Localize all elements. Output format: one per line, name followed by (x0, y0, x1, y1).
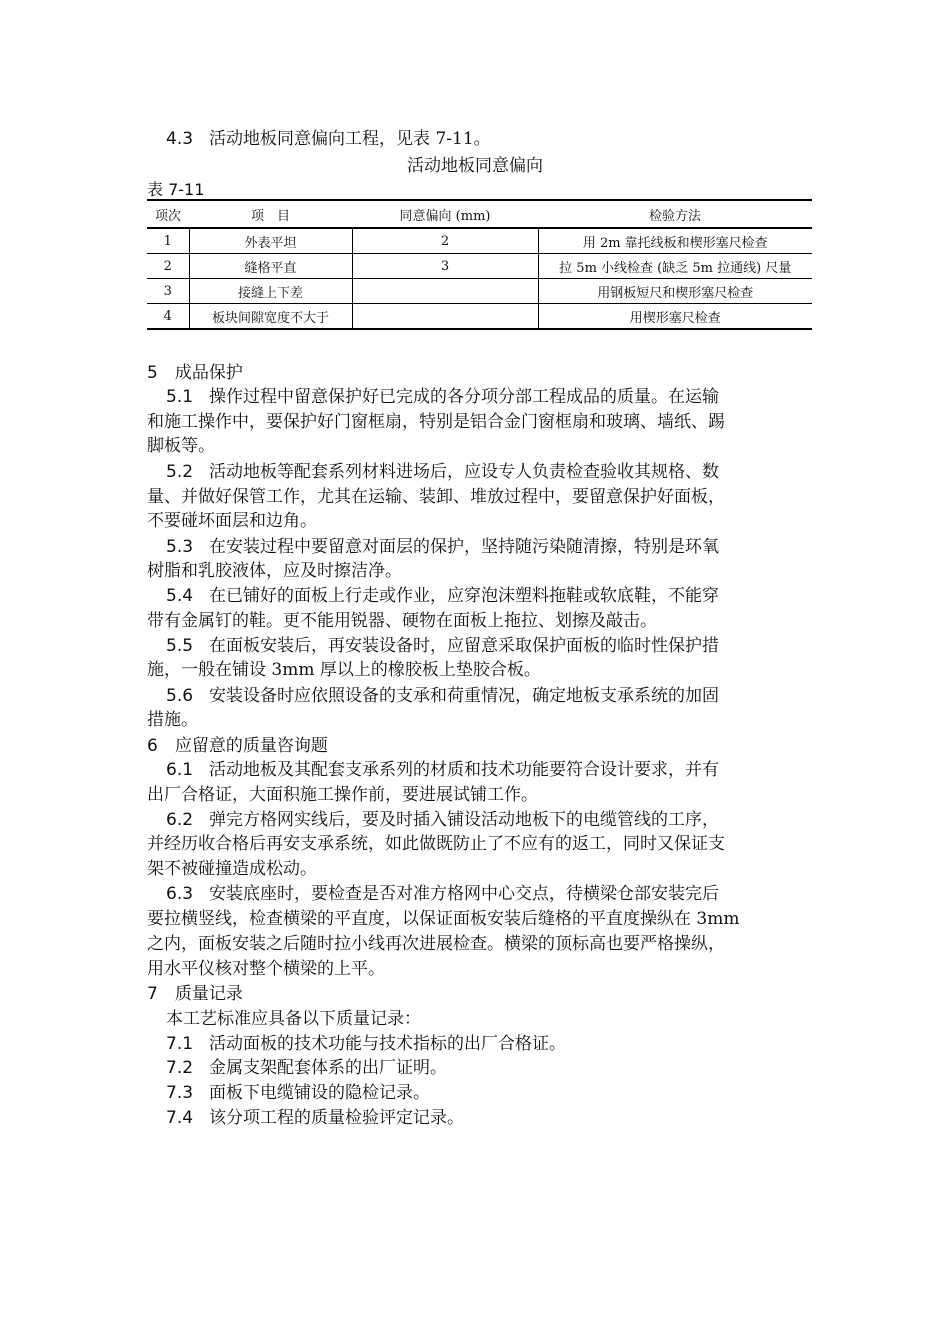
header-index: 项次 (147, 200, 189, 228)
para-6-2-line: 架不被碰撞造成松动。 (147, 859, 317, 879)
record-item (166, 1056, 447, 1080)
para-6-3-line: 用水平仪核对整个横梁的上平。 (147, 959, 385, 979)
para-text: 在已铺好的面板上行走或作业，应穿泡沫塑料拖鞋或软底鞋，不能穿 (209, 586, 720, 606)
section-7-heading: 7 质量记录 (147, 984, 243, 1004)
para-number: 5.4 (166, 586, 194, 606)
record-number: 7.4 (166, 1108, 194, 1128)
record-item (166, 1081, 430, 1105)
para-text: 在面板安装后，再安装设备时，应留意采取保护面板的临时性保护措 (209, 636, 720, 656)
cell-item: 缝格平直 (189, 254, 352, 279)
intro-text: 活动地板同意偏向工程，见表 7-11。 (209, 129, 491, 149)
para-5-6-line (166, 684, 719, 708)
cell-tolerance: 2 (352, 228, 538, 254)
para-number: 5.6 (166, 686, 194, 706)
record-number: 7.3 (166, 1083, 194, 1103)
header-item: 项 目 (189, 200, 352, 228)
para-6-2-line: 并经历收合格后再安支承系统，如此做既防止了不应有的返工，同时又保证支 (147, 834, 725, 854)
cell-method: 用钢板短尺和楔形塞尺检查 (538, 279, 812, 304)
section-5-heading: 5 成品保护 (147, 363, 243, 383)
para-5-5-line: 施，一般在铺设 3mm 厚以上的橡胶板上垫胶合板。 (147, 660, 541, 680)
table-label: 表 7-11 (147, 180, 205, 199)
para-number: 6.3 (166, 884, 194, 904)
cell-item: 板块间隙宽度不大于 (189, 304, 352, 330)
cell-index: 1 (147, 228, 189, 254)
para-6-2-line (166, 808, 719, 832)
para-6-3-line (166, 882, 719, 906)
table-title: 活动地板同意偏向 (407, 156, 543, 176)
para-text: 安装设备时应依照设备的支承和荷重情况，确定地板支承系统的加固 (209, 686, 720, 706)
record-item (166, 1106, 464, 1130)
para-6-3-line: 要拉横竖线，检查横梁的平直度，以保证面板安装后缝格的平直度操纵在 3mm (147, 909, 740, 929)
record-text: 金属支架配套体系的出厂证明。 (209, 1058, 448, 1078)
para-6-1-line: 出厂合格证，大面积施工操作前，要进展试铺工作。 (147, 785, 538, 805)
tolerance-table (147, 199, 812, 330)
para-6-1-line (166, 758, 719, 782)
header-method: 检验方法 (538, 200, 812, 228)
para-number: 5.1 (166, 387, 194, 407)
para-5-1-line (166, 385, 719, 409)
para-6-3-line: 之内，面板安装之后随时拉小线再次进展检查。横梁的顶标高也要严格操纵， (147, 934, 725, 954)
cell-tolerance: 3 (352, 254, 538, 279)
para-5-3-line (166, 535, 719, 559)
table-row (147, 304, 812, 330)
para-number: 5.3 (166, 537, 194, 557)
record-text: 面板下电缆铺设的隐检记录。 (209, 1083, 431, 1103)
para-5-4-line: 带有金属钉的鞋。更不能用锐器、硬物在面板上拖拉、划擦及敲击。 (147, 611, 657, 631)
para-number: 6.1 (166, 760, 194, 780)
para-5-3-line: 树脂和乳胶液体，应及时擦洁净。 (147, 561, 402, 581)
para-number: 5.5 (166, 636, 194, 656)
para-5-2-line: 不要碰坏面层和边角。 (147, 511, 317, 531)
record-text: 该分项工程的质量检验评定记录。 (209, 1108, 465, 1128)
intro-line (166, 127, 491, 151)
record-item (166, 1032, 566, 1056)
para-text: 活动地板等配套系列材料进场后，应设专人负责检查验收其规格、数 (209, 462, 720, 482)
section-7-intro: 本工艺标准应具备以下质量记录： (166, 1009, 421, 1029)
record-number: 7.1 (166, 1034, 194, 1054)
para-text: 弹完方格网实线后，要及时插入铺设活动地板下的电缆管线的工序， (209, 810, 720, 830)
cell-method: 用楔形塞尺检查 (538, 304, 812, 330)
para-text: 在安装过程中要留意对面层的保护，坚持随污染随清擦，特别是环氧 (209, 537, 720, 557)
para-text: 活动地板及其配套支承系列的材质和技术功能要符合设计要求，并有 (209, 760, 720, 780)
cell-tolerance (352, 304, 538, 330)
cell-method: 拉 5m 小线检查 (缺乏 5m 拉通线) 尺量 (538, 254, 812, 279)
para-5-4-line (166, 584, 719, 608)
section-6-heading: 6 应留意的质量咨询题 (147, 736, 328, 756)
cell-index: 3 (147, 279, 189, 304)
cell-index: 2 (147, 254, 189, 279)
table-row (147, 254, 812, 279)
table-row (147, 228, 812, 254)
cell-item: 接缝上下差 (189, 279, 352, 304)
para-5-1-line: 脚板等。 (147, 436, 215, 456)
para-number: 6.2 (166, 810, 194, 830)
header-tolerance: 同意偏向 (mm) (352, 200, 538, 228)
para-5-2-line (166, 460, 719, 484)
cell-index: 4 (147, 304, 189, 330)
table-row (147, 279, 812, 304)
para-5-5-line (166, 634, 719, 658)
para-text: 安装底座时，要检查是否对准方格网中心交点，待横梁仓部安装完后 (209, 884, 720, 904)
cell-item: 外表平坦 (189, 228, 352, 254)
intro-number: 4.3 (166, 129, 194, 149)
para-number: 5.2 (166, 462, 194, 482)
para-text: 操作过程中留意保护好已完成的各分项分部工程成品的质量。在运输 (209, 387, 720, 407)
record-number: 7.2 (166, 1058, 194, 1078)
para-5-1-line: 和施工操作中，要保护好门窗框扇，特别是铝合金门窗框扇和玻璃、墙纸、踢 (147, 412, 725, 432)
cell-method: 用 2m 靠托线板和楔形塞尺检查 (538, 228, 812, 254)
cell-tolerance (352, 279, 538, 304)
para-5-6-line: 措施。 (147, 710, 198, 730)
table-header-row (147, 200, 812, 228)
record-text: 活动面板的技术功能与技术指标的出厂合格证。 (209, 1034, 567, 1054)
para-5-2-line: 量、并做好保管工作，尤其在运输、装卸、堆放过程中，要留意保护好面板， (147, 487, 725, 507)
